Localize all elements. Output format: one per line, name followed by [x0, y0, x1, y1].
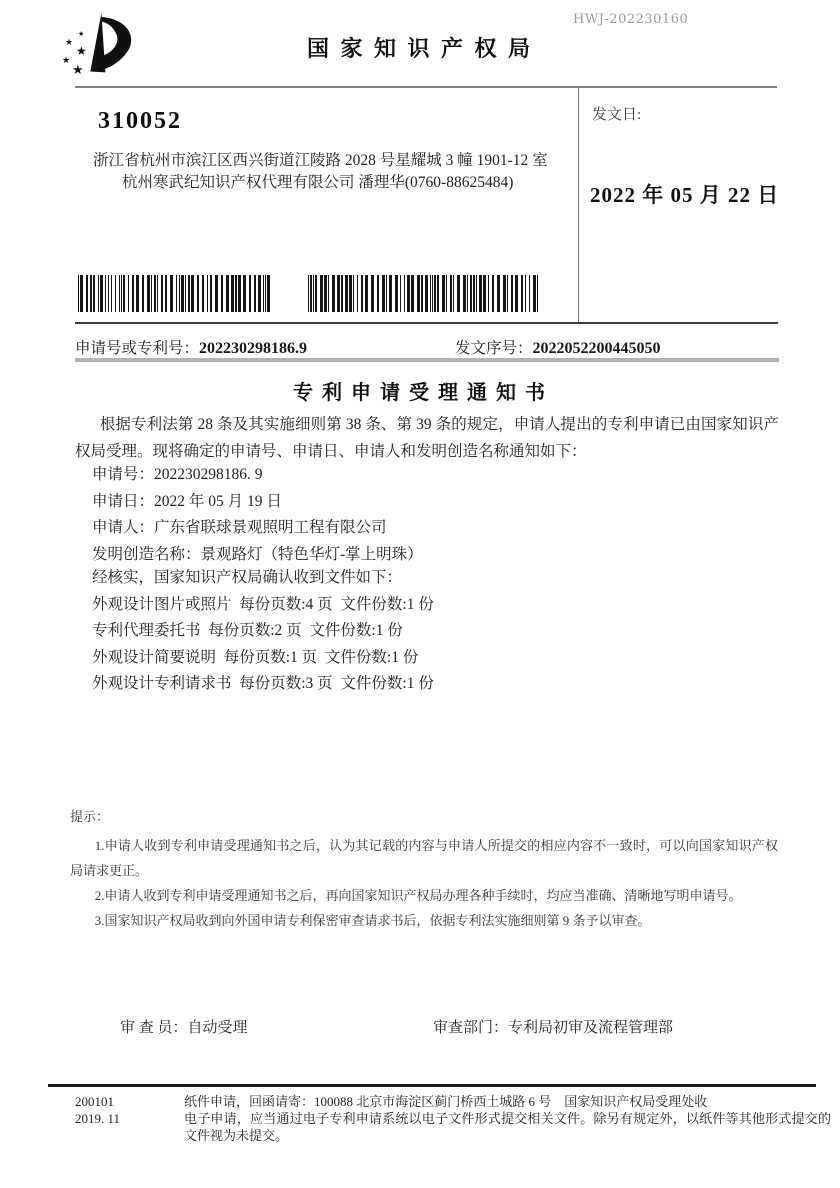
issue-date-value: 2022 年 05 月 22 日: [590, 183, 780, 207]
received-documents: [92, 565, 434, 698]
received-intro: 经核实，国家知识产权局确认收到文件如下：: [92, 569, 403, 586]
application-fields: [92, 462, 423, 568]
field-application-number: 申请号：202230298186. 9: [92, 466, 263, 483]
footer-text: 电子申请，应当通过电子专利申请系统以电子文件形式提交相关文件。除另有规定外，以纸件等其他形式提交的文件视为未提交。: [184, 1111, 831, 1143]
svg-text:★: ★: [65, 38, 74, 48]
tips-section: [70, 806, 778, 933]
department-label: 审查部门：: [433, 1020, 509, 1036]
svg-text:★: ★: [76, 44, 87, 58]
received-item: 专利代理委托书 每份页数:2 页 文件份数:1 份: [92, 622, 403, 639]
agency-title: 国 家 知 识 产 权 局: [306, 36, 533, 61]
barcode-left: [78, 275, 272, 312]
application-number-value: 202230298186.9: [199, 340, 308, 357]
footer-rule: [48, 1084, 816, 1087]
postal-code: 310052: [98, 108, 182, 134]
field-filing-date: 申请日：2022 年 05 月 19 日: [92, 492, 282, 510]
examiner-label: 审 查 员：: [120, 1020, 188, 1036]
dispatch-serial-label: 发文序号：: [455, 340, 533, 357]
application-number: [75, 336, 307, 358]
received-item: 外观设计简要说明 每份页数:1 页 文件份数:1 份: [92, 648, 419, 666]
header-rule: [75, 86, 777, 88]
svg-text:★: ★: [72, 63, 84, 78]
svg-text:★: ★: [62, 56, 71, 66]
application-number-label: 申请号或专利号：: [75, 340, 200, 357]
examiner-value: 自动受理: [187, 1020, 248, 1036]
rule-above-numbers: [75, 322, 778, 324]
received-item: 外观设计图片或照片 每份页数:4 页 文件份数:1 份: [92, 595, 434, 613]
issue-date-label: 发文日:: [592, 107, 642, 123]
dispatch-serial-value: 2022052200445050: [532, 340, 661, 357]
field-invention-title: 发明创造名称：景观路灯（特色华灯-掌上明珠）: [92, 545, 423, 563]
notice-title: 专 利 申 请 受 理 通 知 书: [293, 382, 547, 404]
tips-label: 提示：: [70, 809, 110, 824]
dispatch-serial: [455, 336, 661, 358]
footer-row-paper: [75, 1093, 831, 1110]
footer-text: 纸件申请，回函请寄：100088 北京市海淀区蓟门桥西土城路 6 号 国家知识产权局受理处收: [184, 1094, 708, 1109]
examining-department: [433, 1016, 673, 1037]
received-item: 外观设计专利请求书 每份页数:3 页 文件份数:1 份: [92, 675, 434, 692]
rule-below-numbers: [75, 358, 779, 362]
vertical-divider: [578, 87, 579, 323]
examiner: [120, 1016, 248, 1037]
department-value: 专利局初审及流程管理部: [508, 1020, 674, 1036]
tips-item-1: 1.申请人收到专利申请受理通知书之后，认为其记载的内容与申请人所提交的相应内容不一致时，可以向国家知识产权局请求更正。: [70, 838, 778, 878]
field-applicant: 申请人：广东省联球景观照明工程有限公司: [92, 519, 387, 536]
barcode-right: [308, 275, 541, 312]
tips-item-3: 3.国家知识产权局收到向外国申请专利保密审查请求书后，依据专利法实施细则第 9 条予以审查。: [94, 913, 651, 928]
footer-row-electronic: [75, 1110, 831, 1144]
footer-code: 2019. 11: [75, 1111, 121, 1126]
doc-ref-code: HWJ-202230160: [573, 12, 689, 27]
recipient-address-line2: 杭州寒武纪知识产权代理有限公司 潘理华(0760-88625484): [122, 174, 514, 191]
footer-notes: [75, 1093, 831, 1144]
recipient-address-line1: 浙江省杭州市滨江区西兴街道江陵路 2028 号星耀城 3 幢 1901-12 室: [93, 152, 548, 169]
footer-code: 200101: [75, 1094, 114, 1109]
tips-item-2: 2.申请人收到专利申请受理通知书之后，再向国家知识产权局办理各种手续时，均应当准确、清晰地写明申请号。: [94, 888, 742, 903]
svg-text:★: ★: [78, 30, 85, 38]
opening-paragraph: 根据专利法第 28 条及其实施细则第 38 条、第 39 条的规定，申请人提出的专利申请已由国家知识产权局受理。现将确定的申请号、申请日、申请人和发明创造名称通知如下：: [75, 416, 779, 460]
